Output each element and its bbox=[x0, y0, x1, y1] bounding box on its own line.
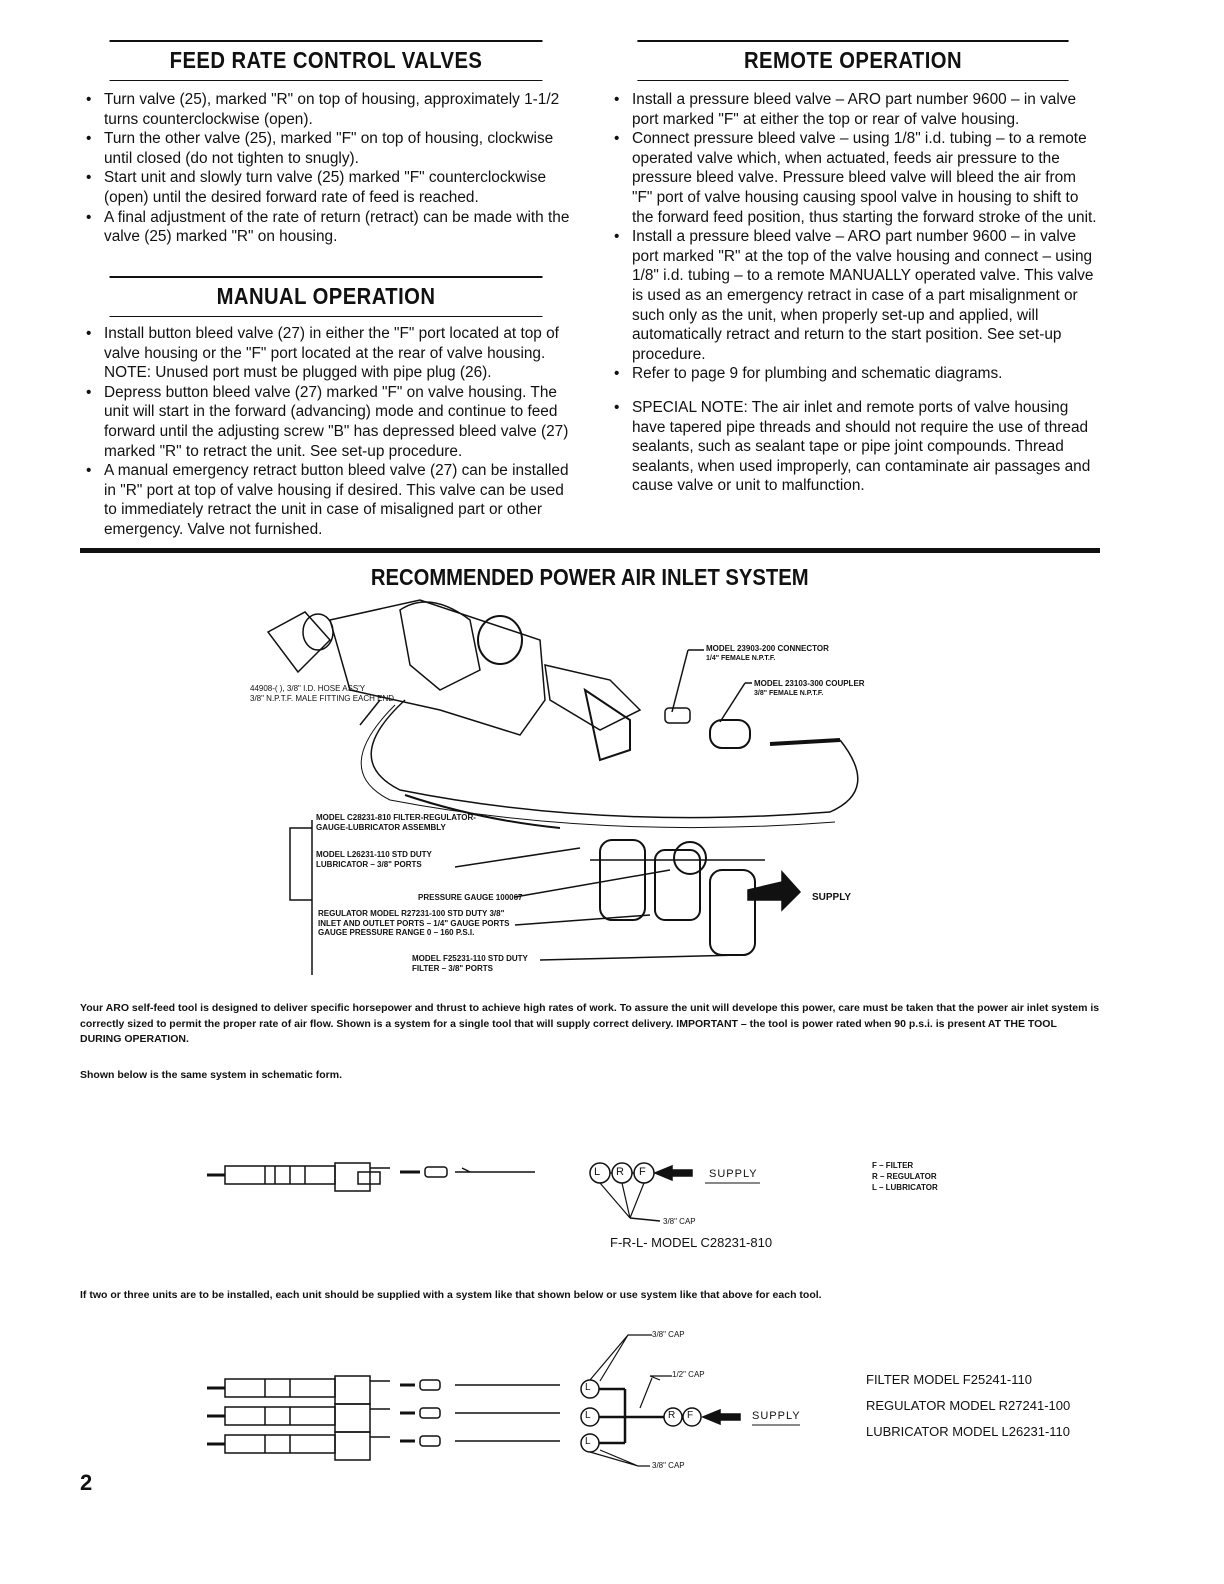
schematic-1-letter-l: L bbox=[594, 1166, 601, 1178]
schematic-2-letter-l2: L bbox=[585, 1410, 591, 1421]
schematic-2-supply: SUPPLY bbox=[752, 1410, 801, 1422]
label-line: 3/8" FEMALE N.P.T.F. bbox=[754, 689, 824, 697]
lubricator-model: LUBRICATOR MODEL L26231-110 bbox=[866, 1424, 1070, 1439]
schematic-2-cap-mid: 1/2" CAP bbox=[672, 1370, 705, 1379]
label-line: MODEL C28231-810 FILTER-REGULATOR- bbox=[316, 813, 476, 822]
label-line: MODEL 23103-300 COUPLER bbox=[754, 679, 865, 688]
legend-regulator: R – REGULATOR bbox=[872, 1172, 937, 1181]
manual-operation-title-text: MANUAL OPERATION bbox=[216, 283, 436, 309]
list-item: • Turn valve (25), marked "R" on top of housing, approximately 1-1/2 turns counterclockwise (open). bbox=[104, 90, 572, 129]
feed-rate-title-text: FEED RATE CONTROL VALVES bbox=[169, 47, 483, 73]
page-number: 2 bbox=[80, 1470, 93, 1495]
multi-unit-text: If two or three units are to be installed, each unit should be supplied with a system like that shown below or use system like that above for each tool. bbox=[80, 1289, 822, 1301]
list-item: • Depress button bleed valve (27) marked "F" on valve housing. The unit will start in the forward (advancing) mode and continue to feed forward until the adjusting screw "B" has depressed bleed valve (27) marked "R" to retract the unit. See set-up procedure. bbox=[104, 383, 572, 461]
label-line: REGULATOR MODEL R27231-100 STD DUTY 3/8" bbox=[318, 909, 505, 918]
schematic-2-cap-bottom: 3/8" CAP bbox=[652, 1461, 685, 1470]
legend-filter: F – FILTER bbox=[872, 1161, 914, 1170]
filter-model: FILTER MODEL F25241-110 bbox=[866, 1372, 1032, 1387]
label-supply: SUPPLY bbox=[812, 892, 852, 903]
list-item: • Start unit and slowly turn valve (25) marked "F" counterclockwise (open) until the desired forward rate of feed is reached. bbox=[104, 168, 572, 207]
list-item: • Install button bleed valve (27) in either the "F" port located at top of valve housing or the "F" port located at the rear of valve housing. NOTE: Unused port must be plugged with pipe plug (26). bbox=[104, 324, 572, 383]
label-line: MODEL 23903-200 CONNECTOR bbox=[706, 644, 829, 653]
label-line: GAUGE PRESSURE RANGE 0 – 160 P.S.I. bbox=[318, 928, 475, 937]
schematic-1-letter-f: F bbox=[639, 1166, 646, 1178]
special-note: • SPECIAL NOTE: The air inlet and remote ports of valve housing have tapered pipe threads and should not require the use of thread sealants, such as sealant tape or pipe joint compounds. Thread sealants, when used improperly, can contaminate air passages and cause valve or unit to malfunction. bbox=[632, 398, 1098, 496]
air-system-paragraph: Your ARO self-feed tool is designed to deliver specific horsepower and thrust to achieve high rates of work. To assure the unit will develope this power, care must be taken that the power air inlet system is correctly sized to permit the proper rate of air flow. Shown is a system for a single tool that will supply correct delivery. IMPORTANT – the tool is power rated when 90 p.s.i. is present AT THE TOOL DURING OPERATION. bbox=[80, 1002, 1100, 1045]
label-line: MODEL F25231-110 STD DUTY bbox=[412, 954, 528, 963]
label-line: 1/4" FEMALE N.P.T.F. bbox=[706, 654, 776, 662]
schematic-tool-row-3 bbox=[207, 1432, 560, 1460]
list-item: • Turn the other valve (25), marked "F" on top of housing, clockwise until closed (do not tighten to snugly). bbox=[104, 129, 572, 168]
schematic-1-cap: 3/8" CAP bbox=[663, 1217, 696, 1226]
schematic-2-letter-l1: L bbox=[585, 1382, 591, 1393]
label-line: 44908-( ), 3/8" I.D. HOSE ASS'Y bbox=[250, 684, 366, 693]
label-line: 3/8" N.P.T.F. MALE FITTING EACH END bbox=[250, 693, 395, 703]
schematic-2-network bbox=[581, 1335, 800, 1466]
schematic-1-supply: SUPPLY bbox=[709, 1168, 758, 1180]
label-line: MODEL L26231-110 STD DUTY bbox=[316, 850, 432, 859]
label-line: FILTER – 3/8" PORTS bbox=[412, 963, 493, 973]
schematic-2-letter-f: F bbox=[687, 1410, 694, 1421]
list-item: • Install a pressure bleed valve – ARO part number 9600 – in valve port marked "R" at the top of the valve housing and connect – using 1/8" i.d. tubing – to a remote MANUALLY operated valve. This valve is used as an emergency retract in case of a part misalignment or such only as the unit, when properly set-up and applied, will automatically retract and return to the start position. See set-up procedure. bbox=[632, 227, 1098, 364]
air-system-title-text: RECOMMENDED POWER AIR INLET SYSTEM bbox=[371, 564, 809, 590]
label-line: PRESSURE GAUGE 100067 bbox=[418, 893, 523, 902]
schematic-1-letter-r: R bbox=[616, 1166, 624, 1178]
schematic-tool-row-2 bbox=[207, 1404, 560, 1432]
remote-operation-title-text: REMOTE OPERATION bbox=[743, 47, 963, 73]
list-item: • A manual emergency retract button bleed valve (27) can be installed in "R" port at top of valve housing if desired. This valve can be used to immediately retract the unit in case of misaligned part or other emergency. Valve not furnished. bbox=[104, 461, 572, 539]
label-line: INLET AND OUTLET PORTS – 1/4" GAUGE PORTS bbox=[318, 918, 510, 928]
legend-lubricator: L – LUBRICATOR bbox=[872, 1183, 938, 1192]
list-item: • Refer to page 9 for plumbing and schematic diagrams. bbox=[632, 364, 1098, 384]
list-item: • Install a pressure bleed valve – ARO part number 9600 – in valve port marked "F" at either the top or rear of valve housing. bbox=[632, 90, 1098, 129]
schematic-intro: Shown below is the same system in schematic form. bbox=[80, 1069, 342, 1081]
schematic-1-model: F-R-L- MODEL C28231-810 bbox=[610, 1235, 773, 1250]
schematic-2-letter-r: R bbox=[668, 1410, 676, 1421]
label-line: LUBRICATOR – 3/8" PORTS bbox=[316, 859, 422, 869]
schematic-2-letter-l3: L bbox=[585, 1436, 591, 1447]
list-item: • Connect pressure bleed valve – using 1/8" i.d. tubing – to a remote operated valve which, when actuated, feeds air pressure to the pressure bleed valve. Pressure bleed valve will bleed the air from "F" port of valve housing causing spool valve in housing to shift to the forward feed position, thus starting the forward stroke of the unit. bbox=[632, 129, 1098, 227]
regulator-model: REGULATOR MODEL R27241-100 bbox=[866, 1398, 1071, 1413]
list-item: • A final adjustment of the rate of return (retract) can be made with the valve (25) marked "R" on housing. bbox=[104, 208, 572, 247]
label-line: GAUGE-LUBRICATOR ASSEMBLY bbox=[316, 822, 446, 832]
schematic-tool-row-1 bbox=[207, 1376, 560, 1404]
schematic-2-models bbox=[866, 1367, 1070, 1445]
schematic-2-cap-top: 3/8" CAP bbox=[652, 1330, 685, 1339]
